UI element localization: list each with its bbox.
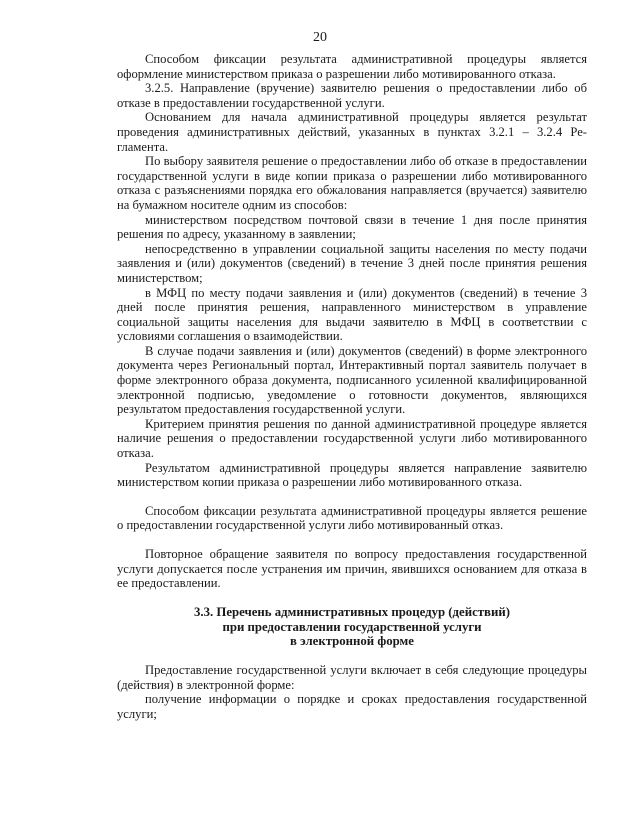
paragraphs-before-heading <box>117 52 587 591</box>
paragraph: 3.2.5. Направление (вручение) заявителю решения о предоставлении либо об отказе в предоставлении государственной услуги. <box>117 81 587 110</box>
paragraph: Основанием для начала административной процедуры является результат проведения административных действий, указанных в пунктах 3.2.1 – 3.2.4 Регламента. <box>117 110 587 154</box>
document-body <box>117 52 587 722</box>
paragraph: министерством посредством почтовой связи в течение 1 дня после принятия решения по адресу, указанному в заявлении; <box>117 212 587 242</box>
paragraph: Критерием принятия решения по данной административной процедуре является наличие решения о предоставлении государственной услуги либо мотивированного отказа. <box>117 416 587 461</box>
paragraph: непосредственно в управлении социальной защиты населения по месту подачи заявления и (или) документов (сведений) в течение 3 дней после принятия решения министерством; <box>117 241 587 285</box>
paragraph: Способом фиксации результата административной процедуры является оформление министерством приказа о разрешении либо мотивированного отказа. <box>117 52 587 81</box>
paragraph: Повторное обращение заявителя по вопросу предоставления государственной услуги допускается после устранения им причин, явившихся основанием для отказа в ее предоставлении. <box>117 547 587 591</box>
paragraph: в МФЦ по месту подачи заявления и (или) документов (сведений) в течение 3 дней после принятия решения, направленного министерством в управление социальной защиты населения для выдачи заявителю в МФЦ в соответствии с условиями соглашения о взаимодействии. <box>117 285 587 344</box>
paragraph: Результатом административной процедуры является направление заявителю министерством копии приказа о разрешении либо мотивированного отказа. <box>117 460 587 490</box>
section-heading-line: 3.3. Перечень административных процедур (действий) <box>194 604 510 619</box>
section-heading <box>117 605 587 649</box>
paragraph: Способом фиксации результата административной процедуры является решение о предоставлении государственной услуги либо мотивированный отказ. <box>117 503 587 533</box>
paragraph: В случае подачи заявления и (или) документов (сведений) в форме электронного документа через Региональный портал, Интерактивный портал заявитель получает в форме электронного образа документа, подписанного усиленной квалифицированной электронной подписью, уведомление о готовности документов, являющихся результатом предоставления государственной услуги. <box>117 343 587 417</box>
page-number: 20 <box>313 30 327 45</box>
section-heading-line: при предоставлении государственной услуги <box>222 619 482 634</box>
paragraphs-after-heading <box>117 663 587 721</box>
paragraph: получение информации о порядке и сроках предоставления государственной услуги; <box>117 692 587 721</box>
section-heading-line: в электронной форме <box>290 634 414 649</box>
paragraph: По выбору заявителя решение о предоставлении либо об отказе в предоставлении государственной услуги в виде копии приказа о разрешении либо мотивированного отказа с разъяснениями порядка его обжалования направляется (вручается) заявителю на бумажном носителе одним из способов: <box>117 154 587 212</box>
paragraph: Предоставление государственной услуги включает в себя следующие процедуры (действия) в электронной форме: <box>117 663 587 692</box>
